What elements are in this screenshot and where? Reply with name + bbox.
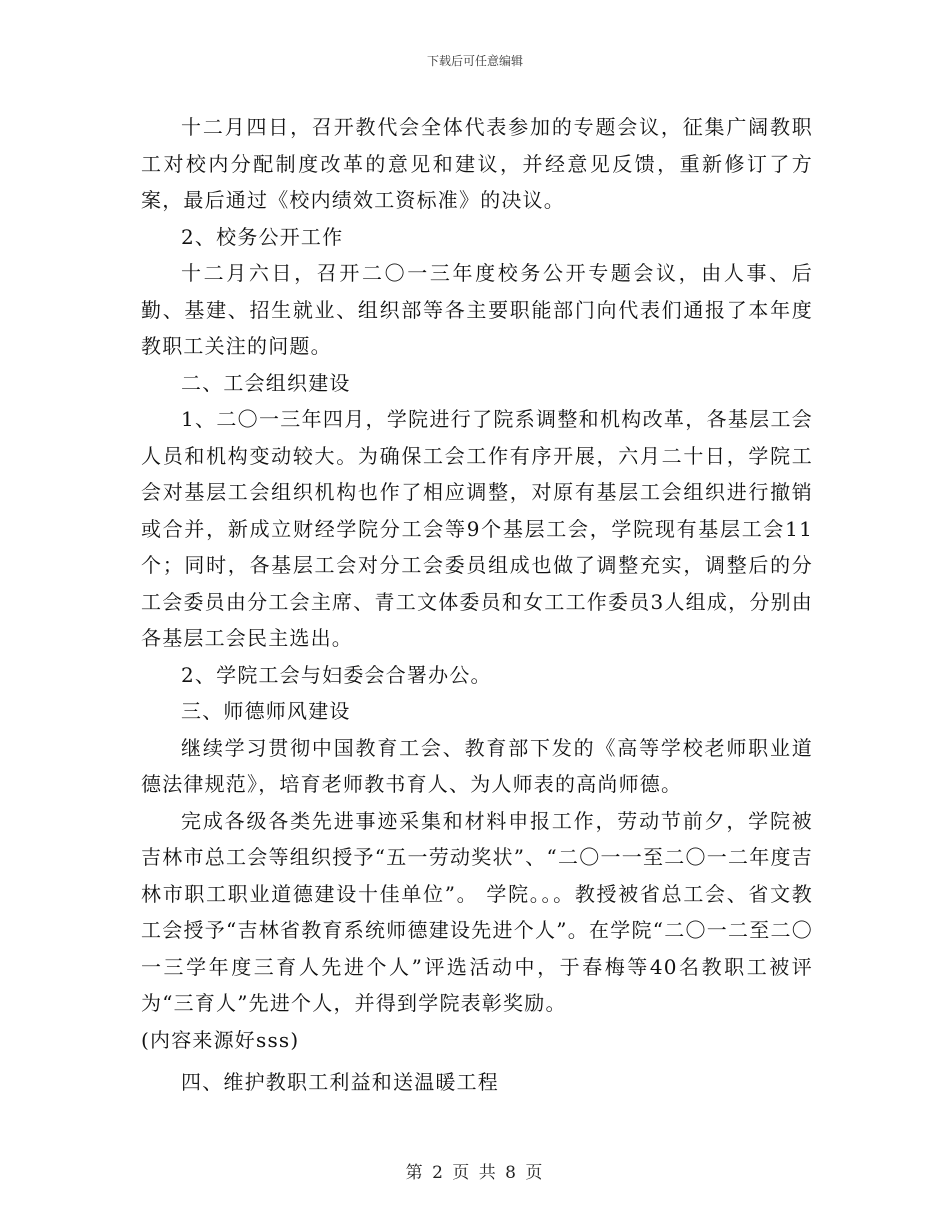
heading-school-affairs: 2、校务公开工作 (181, 224, 344, 249)
heading-teacher-ethics: 三、师德师风建设 (181, 699, 351, 723)
paragraph-awards: 完成各级各类先进事迹采集和材料申报工作，劳动节前夕，学院被吉林市总工会等组织授予“五一劳动奖状”、“二〇一一至二〇一二年度吉林市职工职业道德建设十佳单位”。 学院。。。教授被省总工会、省文教工会授予“吉林省教育系统师德建设先进个人”。在学院“二〇一二至二〇一三学年度三育人先进个人”评选活动中，于春梅等40名教职工被评为“三育人”先进个人，并得到学院表彰奖励。 (141, 808, 813, 1015)
heading-union-organization: 二、工会组织建设 (181, 370, 351, 395)
heading-staff-welfare: 四、维护教职工利益和送温暖工程 (181, 1070, 499, 1094)
paragraph-ethics-study: 继续学习贯彻中国教育工会、教育部下发的《高等学校老师职业道德法律规范》，培育老师教书育人、为人师表的高尚师德。 (141, 735, 813, 796)
paragraph-source-note: (内容来源好sss) (141, 1027, 300, 1052)
document-body (141, 109, 813, 1101)
paragraph-institution-reform: 1、二〇一三年四月，学院进行了院系调整和机构改革，各基层工会人员和机构变动较大。为确保工会工作有序开展，六月二十日，学院工会对基层工会组织机构也作了相应调整，对原有基层工会组织进行撤销或合并，新成立财经学院分工会等9个基层工会，学院现有基层工会11个；同时，各基层工会对分工会委员组成也做了调整充实，调整后的分工会委员由分工会主席、青工文体委员和女工工作委员3人组成，分别由各基层工会民主选出。 (141, 407, 813, 650)
paragraph-meeting-dec4: 十二月四日，召开教代会全体代表参加的专题会议，征集广阔教职工对校内分配制度改革的意见和建议，并经意见反馈，重新修订了方案，最后通过《校内绩效工资标准》的决议。 (141, 115, 813, 212)
page-header: 下载后可任意编辑 (426, 54, 523, 68)
paragraph-meeting-dec6: 十二月六日，召开二〇一三年度校务公开专题会议，由人事、后勤、基建、招生就业、组织部等各主要职能部门向代表们通报了本年度教职工关注的问题。 (141, 261, 813, 358)
page-footer: 第 2 页 共 8 页 (405, 1163, 545, 1183)
paragraph-joint-office: 2、学院工会与妇委会合署办公。 (181, 662, 492, 687)
